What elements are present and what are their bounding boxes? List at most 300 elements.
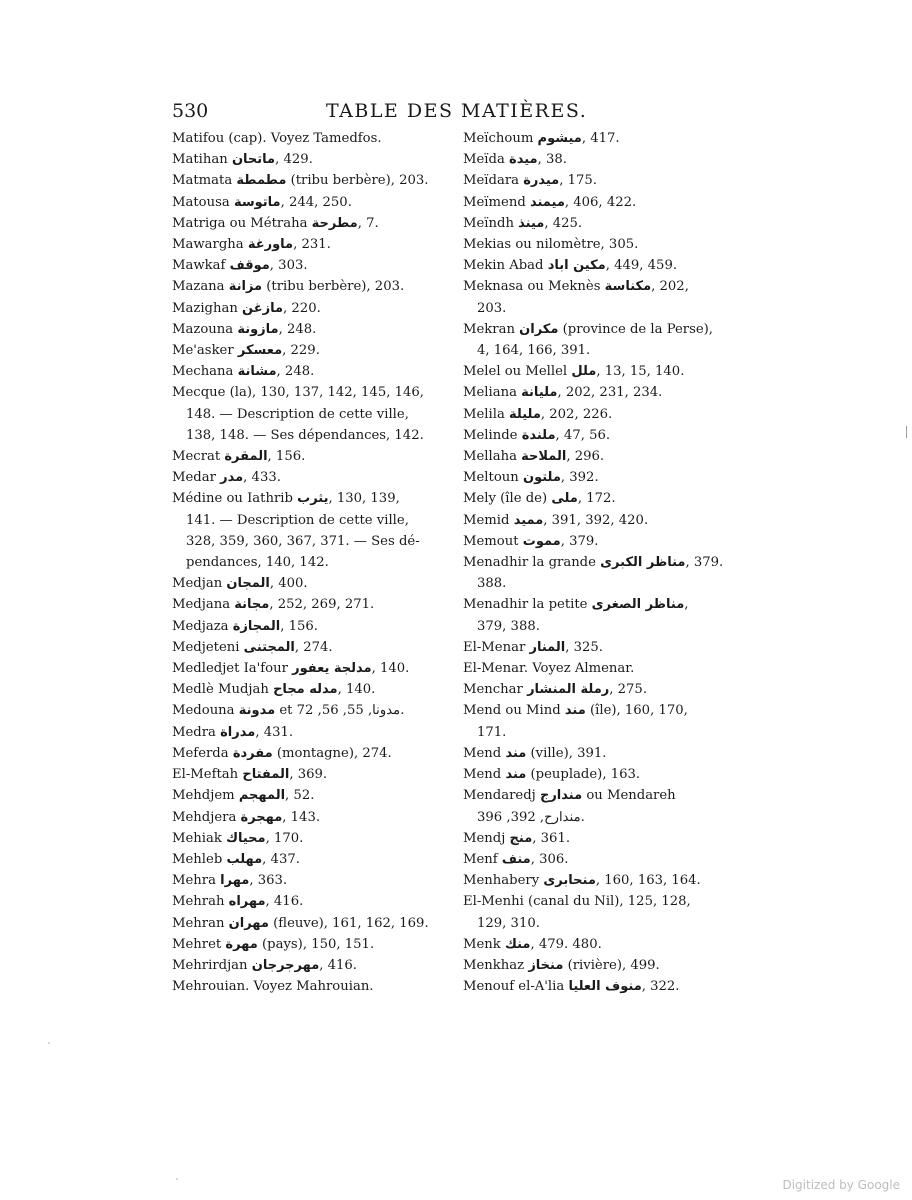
index-entry-line <box>463 976 725 997</box>
index-entry <box>172 361 434 382</box>
entry-arabic-name: مهرة <box>225 936 258 952</box>
index-entry-line <box>463 743 725 764</box>
entry-arabic-name: ماورغة <box>247 237 294 253</box>
entry-arabic-name: مهلب <box>226 851 263 867</box>
index-entry <box>172 700 434 721</box>
index-entry <box>172 828 434 849</box>
entry-name: Medouna <box>172 703 235 719</box>
entry-name: Mawargha <box>172 237 244 253</box>
entry-references: , 392. <box>560 470 599 486</box>
entry-references: , <box>684 597 689 613</box>
index-entry <box>463 849 725 870</box>
entry-references: , 7. <box>357 215 379 231</box>
index-entry <box>172 913 434 934</box>
index-entry <box>463 255 725 276</box>
index-entry-line <box>463 488 725 509</box>
entry-arabic-name: ميمند <box>529 194 565 210</box>
entry-name: Menadhir la grande <box>463 555 596 571</box>
index-entry-line <box>172 276 434 297</box>
entry-arabic-name: المقرة <box>224 449 268 465</box>
index-entry-line <box>172 573 434 594</box>
entry-arabic-name: يثرب <box>297 491 329 507</box>
entry-references: , 322. <box>641 979 680 995</box>
index-entry <box>463 192 725 213</box>
entry-references: , 369. <box>289 767 328 783</box>
entry-name: Matifou (cap). Voyez Tamedfos. <box>172 131 382 146</box>
index-entry-line <box>463 955 725 976</box>
entry-continuation: 171. <box>477 724 507 740</box>
entry-references: , 220. <box>283 300 321 316</box>
entry-arabic-name: مدراة <box>220 724 256 740</box>
entry-references: , 479. 480. <box>530 936 602 952</box>
entry-arabic-name: منك <box>505 936 531 952</box>
digitized-watermark: Digitized by Google <box>782 1178 900 1192</box>
entry-arabic-name: منج <box>509 830 533 846</box>
index-entry-line <box>463 467 725 488</box>
entry-name: El-Menhi (canal du Nil), 125, 128, <box>463 894 691 910</box>
index-entry <box>172 849 434 870</box>
entry-references: , 449, 459. <box>605 258 678 274</box>
page-title: TABLE DES MATIÈRES. <box>326 100 588 122</box>
index-entry-line <box>172 849 434 870</box>
entry-name: Mekias ou nilomètre, 305. <box>463 237 639 253</box>
index-entry <box>463 976 725 997</box>
entry-arabic-name: مهرجرجان <box>251 957 320 973</box>
entry-references: (rivière), 499. <box>563 957 660 973</box>
entry-name: Menadhir la petite <box>463 597 588 613</box>
index-entry-line <box>463 128 725 149</box>
entry-references: (île), 160, 170, <box>585 703 688 719</box>
entry-name: Meïda <box>463 152 505 168</box>
index-entry <box>172 934 434 955</box>
index-entry <box>172 149 434 170</box>
entry-references: , 244, 250. <box>280 194 352 210</box>
index-entry-line <box>463 404 725 425</box>
entry-references: , 156. <box>267 449 306 465</box>
index-entry-line <box>463 700 725 721</box>
index-entry <box>463 594 725 636</box>
index-entry <box>172 192 434 213</box>
index-entry <box>463 955 725 976</box>
index-entry-line <box>172 361 434 382</box>
index-entry <box>463 743 725 764</box>
entry-name: Mekran <box>463 321 515 337</box>
index-entry-line <box>172 255 434 276</box>
entry-references: , 140. <box>337 682 376 698</box>
entry-name: Meliana <box>463 385 517 401</box>
entry-continuation: 379, 388. <box>477 618 540 634</box>
entry-continuation: 328, 359, 360, 367, 371. — Ses dé- <box>186 533 420 549</box>
index-entry <box>463 531 725 552</box>
index-entry-line <box>172 467 434 488</box>
entry-references: , 175. <box>559 173 597 189</box>
entry-arabic-name: مينذ <box>518 215 545 231</box>
entry-references: (province de la Perse), <box>558 321 713 337</box>
entry-references: , 306. <box>530 851 569 867</box>
entry-name: Medlè Mudjah <box>172 682 269 698</box>
index-entry-line <box>463 255 725 276</box>
entry-continuation: 148. — Description de cette ville, <box>186 406 409 422</box>
index-entry-line <box>463 594 725 615</box>
index-entry-line <box>463 785 725 806</box>
entry-references: , 160, 163, 164. <box>595 873 701 889</box>
entry-continuation: 4, 164, 166, 391. <box>477 343 591 359</box>
index-entry <box>463 764 725 785</box>
page-number: 530 <box>172 100 209 122</box>
index-entry-line <box>172 319 434 340</box>
index-entry-line <box>172 382 434 403</box>
entry-name: Medledjet Ia'four <box>172 661 288 677</box>
entry-arabic-name: ملتون <box>522 470 561 486</box>
entry-arabic-name: المهجم <box>238 788 286 804</box>
entry-references: , 252, 269, 271. <box>269 597 375 613</box>
index-entry-line <box>463 891 725 912</box>
index-entry <box>172 255 434 276</box>
entry-arabic-name: مزانة <box>228 279 263 295</box>
index-entry <box>172 382 434 446</box>
entry-continuation: 203. <box>477 300 507 316</box>
index-entry <box>172 891 434 912</box>
entry-arabic-name: موقف <box>229 258 270 274</box>
index-entry-line <box>463 679 725 700</box>
index-entry-line <box>172 743 434 764</box>
entry-arabic-name: مندارج <box>539 788 583 804</box>
entry-name: Medar <box>172 470 216 486</box>
entry-references: , 202, 226. <box>540 406 613 422</box>
entry-references: , 172. <box>577 491 616 507</box>
index-entry <box>463 934 725 955</box>
entry-arabic-name: المجتنى <box>243 639 295 655</box>
entry-name: Mendj <box>463 830 506 846</box>
entry-arabic-name: مجانة <box>234 597 270 613</box>
entry-references: , 202, <box>651 279 689 295</box>
entry-references: (tribu berbère), 203. <box>286 173 429 189</box>
entry-arabic-name: ملى <box>551 491 578 507</box>
entry-references: , 13, 15, 140. <box>596 364 685 380</box>
entry-name: Menkhaz <box>463 957 525 973</box>
index-entry-line <box>463 382 725 403</box>
index-entry <box>172 170 434 191</box>
entry-name: Matousa <box>172 194 230 210</box>
entry-continuation: 141. — Description de cette ville, <box>186 512 409 528</box>
index-entry <box>172 128 434 149</box>
entry-name: Memout <box>463 533 519 549</box>
index-entry-line <box>172 234 434 255</box>
entry-arabic-name: المجان <box>226 576 270 592</box>
entry-name: Medjan <box>172 576 223 592</box>
entry-name: Mehleb <box>172 851 223 867</box>
entry-arabic-name: مشانة <box>237 364 277 380</box>
entry-references: , 130, 139, <box>328 491 400 507</box>
entry-name: Mehret <box>172 936 222 952</box>
entry-name: Mely (île de) <box>463 491 548 507</box>
entry-arabic-name: مدله مجاح <box>273 682 338 698</box>
entry-name: Meïmend <box>463 194 526 210</box>
entry-arabic-name: مند <box>564 703 586 719</box>
index-entry <box>172 488 434 573</box>
index-entry <box>172 976 434 997</box>
index-entry-line <box>172 446 434 467</box>
index-entry <box>172 870 434 891</box>
entry-name: Meltoun <box>463 470 519 486</box>
entry-arabic-name: المنار <box>529 639 566 655</box>
index-entry <box>463 361 725 382</box>
entry-arabic-name: مطرحة <box>311 215 358 231</box>
index-entry <box>172 764 434 785</box>
entry-name: Mecque (la), 130, 137, 142, 145, 146, <box>172 385 424 401</box>
entry-name: Melel ou Mellel <box>463 364 568 380</box>
entry-name: Mehrouian. Voyez Mahrouian. <box>172 979 374 995</box>
entry-name: Medra <box>172 724 216 740</box>
index-entry <box>463 446 725 467</box>
entry-arabic-name: مند <box>505 767 527 783</box>
index-entry-line <box>172 976 434 997</box>
scan-speck <box>48 1042 50 1044</box>
index-entry <box>463 404 725 425</box>
entry-arabic-name: الملاحة <box>521 449 567 465</box>
entry-arabic-name: مند <box>505 745 527 761</box>
index-entry <box>172 234 434 255</box>
entry-name: Mehrirdjan <box>172 957 248 973</box>
entry-references: ou Mendareh <box>582 788 676 804</box>
page-header <box>172 100 724 126</box>
entry-arabic-name: منخاز <box>528 957 564 973</box>
entry-name: Melinde <box>463 427 518 443</box>
index-entry-line <box>172 700 434 721</box>
index-entry <box>172 276 434 297</box>
entry-arabic-name: مهرا <box>220 873 250 889</box>
entry-name: Menk <box>463 936 501 952</box>
entry-name: Mekin Abad <box>463 258 544 274</box>
entry-references: , 47, 56. <box>555 427 611 443</box>
index-entry <box>463 870 725 891</box>
index-entry <box>172 573 434 594</box>
entry-references: et مدونا, 55, 56, 72. <box>275 703 405 719</box>
index-entry-line <box>463 149 725 170</box>
entry-arabic-name: معسكر <box>237 343 283 359</box>
entry-arabic-name: مطمطة <box>236 173 287 189</box>
index-entry-line <box>463 213 725 234</box>
entry-name: Meïdara <box>463 173 519 189</box>
scan-speck <box>176 1178 178 1180</box>
entry-name: Mend <box>463 767 502 783</box>
index-entry <box>463 467 725 488</box>
entry-name: Matriga ou Métraha <box>172 215 308 231</box>
entry-references: , 363. <box>249 873 288 889</box>
entry-references: , 202, 231, 234. <box>557 385 663 401</box>
entry-arabic-name: مازغن <box>242 300 284 316</box>
index-entry <box>463 658 725 679</box>
index-entry-line <box>463 170 725 191</box>
index-entry <box>463 552 725 594</box>
index-entry <box>463 213 725 234</box>
index-entry <box>172 955 434 976</box>
index-entry-line <box>463 276 725 297</box>
entry-arabic-name: مكران <box>519 321 559 337</box>
entry-arabic-name: مكين اباد <box>547 258 606 274</box>
index-entry-line <box>463 849 725 870</box>
entry-arabic-name: ملل <box>571 364 597 380</box>
entry-name: Mehdjera <box>172 809 237 825</box>
entry-arabic-name: مدر <box>220 470 244 486</box>
index-entry <box>172 298 434 319</box>
index-entry-line <box>172 870 434 891</box>
index-entry-line <box>463 361 725 382</box>
entry-name: Mellaha <box>463 449 517 465</box>
entry-name: Menhabery <box>463 873 540 889</box>
index-entry <box>172 807 434 828</box>
entry-arabic-name: مدونة <box>238 703 276 719</box>
index-entry-line <box>463 531 725 552</box>
entry-name: Matmata <box>172 173 233 189</box>
entry-name: El-Menar <box>463 639 526 655</box>
entry-name: Medjana <box>172 597 231 613</box>
index-entry <box>463 234 725 255</box>
index-entry <box>463 170 725 191</box>
index-entry-line <box>172 658 434 679</box>
index-entry-line <box>463 764 725 785</box>
index-entry-line <box>172 616 434 637</box>
index-entry-line <box>172 488 434 509</box>
entry-arabic-name: المفتاح <box>242 767 290 783</box>
index-entry-line <box>172 807 434 828</box>
index-entry <box>172 446 434 467</box>
entry-references: , 248. <box>278 321 317 337</box>
entry-references: , 431. <box>255 724 294 740</box>
entry-arabic-name: مدلجة يعفور <box>292 661 372 677</box>
entry-references: , 437. <box>262 851 300 867</box>
index-entry-line <box>172 913 434 934</box>
entry-references: , 391, 392, 420. <box>543 512 649 528</box>
index-entry-line <box>172 764 434 785</box>
entry-references: , 170. <box>265 830 304 846</box>
index-column-left <box>172 128 434 997</box>
entry-arabic-name: مكناسة <box>604 279 652 295</box>
index-entry-line <box>463 870 725 891</box>
entry-arabic-name: مهران <box>228 915 269 931</box>
entry-name: Mehiak <box>172 830 222 846</box>
index-entry-line <box>463 446 725 467</box>
entry-references: , 416. <box>319 957 357 973</box>
index-entry-line <box>463 552 725 573</box>
index-entry-line <box>463 828 725 849</box>
entry-arabic-name: ميدرة <box>523 173 560 189</box>
index-entry-line <box>172 128 434 149</box>
entry-arabic-name: ماتحان <box>231 152 276 168</box>
index-entry-line <box>463 425 725 446</box>
entry-arabic-name: منوف العليا <box>568 979 642 995</box>
entry-name: Mehra <box>172 873 216 889</box>
entry-references: , 274. <box>294 639 333 655</box>
entry-arabic-name: رملة المنشار <box>527 682 610 698</box>
entry-name: Mehdjem <box>172 788 235 804</box>
entry-continuation: 388. <box>477 576 507 592</box>
entry-references: , 379. <box>685 555 724 571</box>
entry-references: , 417. <box>581 131 620 146</box>
index-entry <box>463 891 725 933</box>
entry-name: Matihan <box>172 152 228 168</box>
entry-name: Mazighan <box>172 300 238 316</box>
entry-name: Menf <box>463 851 498 867</box>
index-entry <box>172 658 434 679</box>
entry-name: Mechana <box>172 364 234 380</box>
index-entry-line <box>172 955 434 976</box>
entry-name: Menouf el-A'lia <box>463 979 565 995</box>
entry-arabic-name: مليانة <box>521 385 558 401</box>
index-entry-line <box>463 510 725 531</box>
entry-references: (tribu berbère), 203. <box>262 279 405 295</box>
entry-name: Meferda <box>172 745 229 761</box>
entry-arabic-name: مموت <box>522 533 561 549</box>
index-entry-line <box>172 828 434 849</box>
index-entry-line <box>172 934 434 955</box>
index-entry <box>172 213 434 234</box>
entry-name: El-Meftah <box>172 767 239 783</box>
entry-references: , 429. <box>275 152 313 168</box>
entry-name: Medjeteni <box>172 639 240 655</box>
index-entry <box>172 616 434 637</box>
index-entry-line <box>463 234 725 255</box>
entry-references: , 303. <box>269 258 308 274</box>
index-entry-line <box>172 298 434 319</box>
entry-references: , 38. <box>537 152 567 168</box>
index-entry-line <box>172 340 434 361</box>
index-entry <box>463 785 725 827</box>
entry-references: , 229. <box>282 343 320 359</box>
scan-edge-mark <box>906 426 907 438</box>
entry-name: Mazouna <box>172 321 234 337</box>
entry-references: , 275. <box>609 682 648 698</box>
index-entry-line <box>172 170 434 191</box>
index-entry-line <box>463 658 725 679</box>
entry-name: Mend ou Mind <box>463 703 561 719</box>
entry-arabic-name: مناظر الكبرى <box>600 555 686 571</box>
entry-name: Mawkaf <box>172 258 226 274</box>
index-entry-line <box>172 722 434 743</box>
entry-arabic-name: مفردة <box>232 745 273 761</box>
index-entry <box>463 319 725 361</box>
entry-arabic-name: محياك <box>226 830 266 846</box>
index-entry-line <box>463 319 725 340</box>
index-entry-line <box>172 594 434 615</box>
index-entry-line <box>172 149 434 170</box>
index-entry <box>172 340 434 361</box>
entry-arabic-name: مهراه <box>228 894 266 910</box>
entry-name: Medjaza <box>172 618 229 634</box>
entry-references: , 143. <box>282 809 321 825</box>
entry-name: Mendaredj <box>463 788 536 804</box>
entry-references: , 433. <box>243 470 281 486</box>
entry-name: Memid <box>463 512 510 528</box>
index-entry-line <box>172 192 434 213</box>
index-entry-line <box>172 679 434 700</box>
entry-name: El-Menar. Voyez Almenar. <box>463 661 635 677</box>
entry-arabic-name: ميدة <box>509 152 538 168</box>
entry-references: , 248. <box>276 364 315 380</box>
entry-name: Me'asker <box>172 343 234 359</box>
entry-references: , 140. <box>371 661 410 677</box>
entry-name: Mehran <box>172 915 225 931</box>
index-entry <box>463 510 725 531</box>
index-entry <box>463 828 725 849</box>
entry-references: , 52. <box>285 788 315 804</box>
entry-arabic-name: مهجرة <box>240 809 283 825</box>
index-entry <box>463 149 725 170</box>
entry-arabic-name: منحابرى <box>543 873 596 889</box>
index-entry <box>463 128 725 149</box>
index-entry-line <box>463 934 725 955</box>
entry-references: (peuplade), 163. <box>526 767 641 783</box>
